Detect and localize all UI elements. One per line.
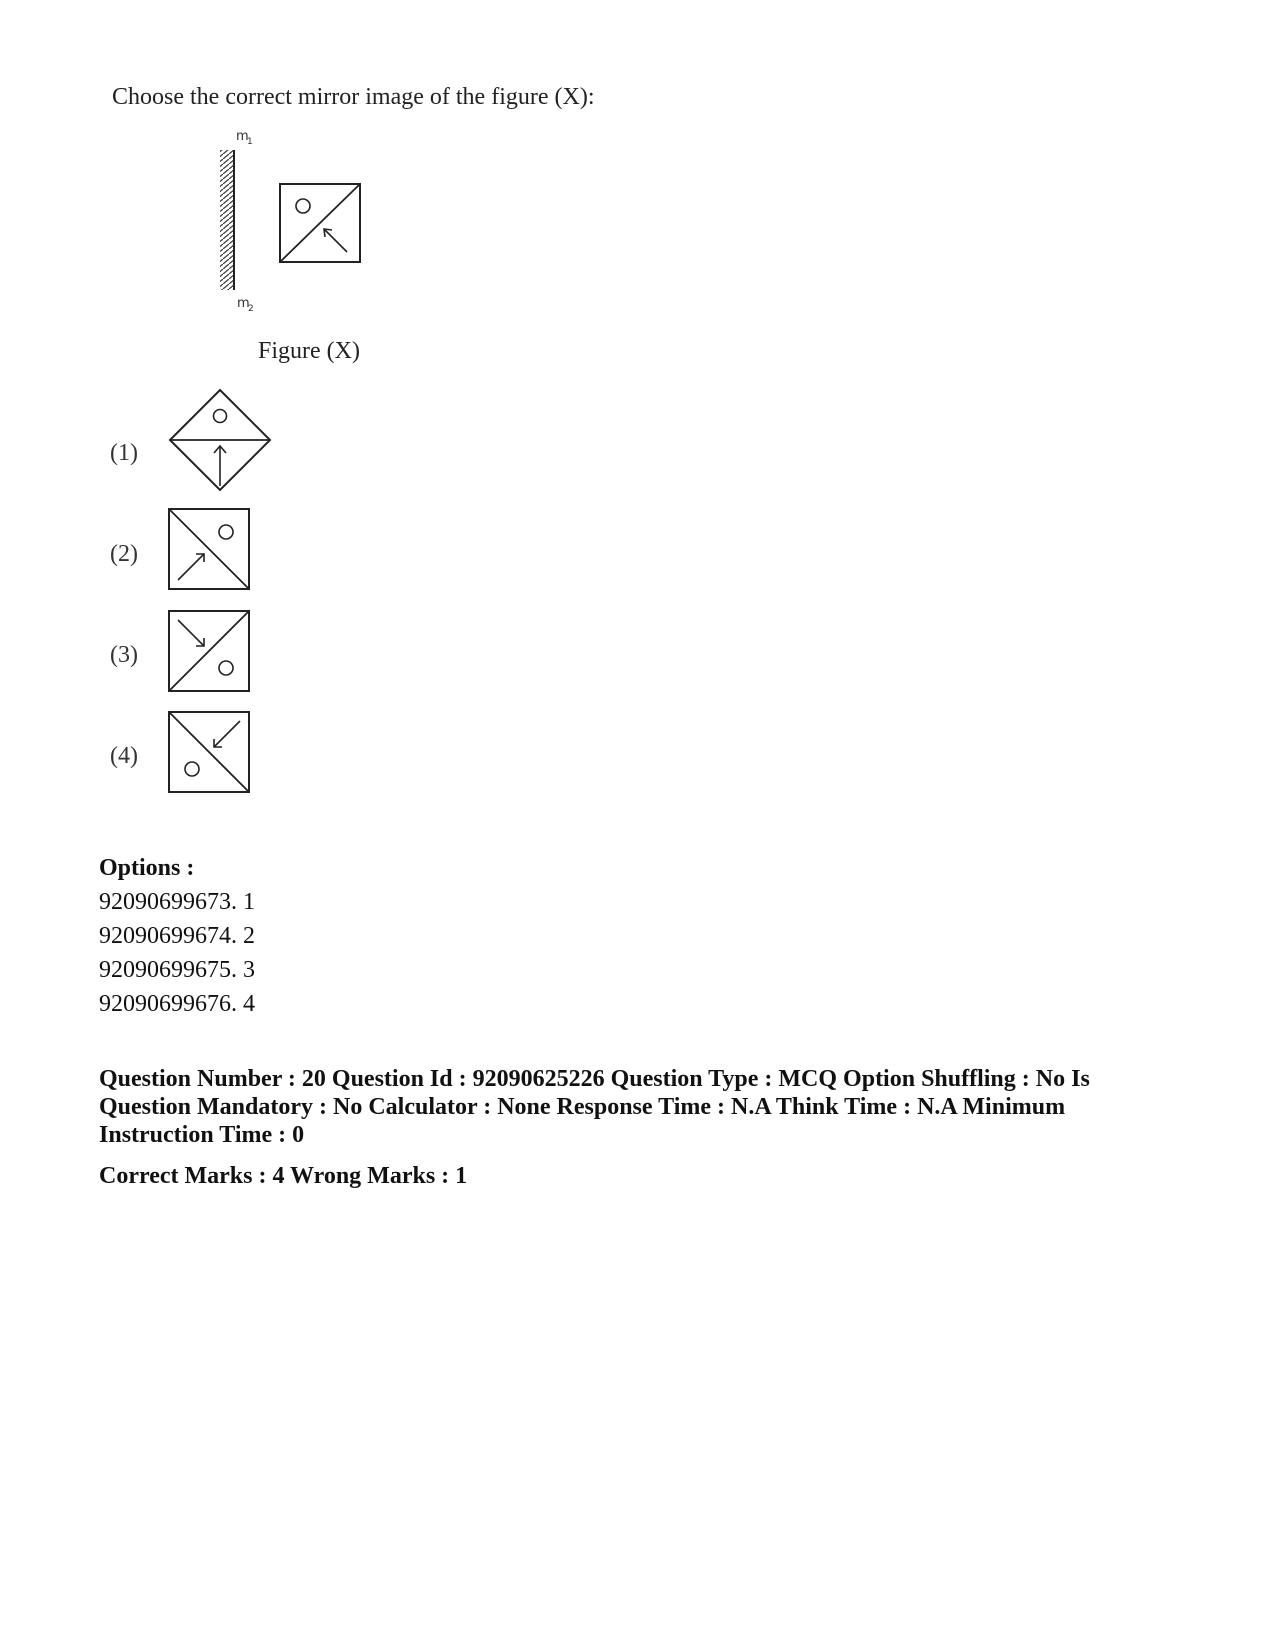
mirror-top-label: m: [236, 129, 249, 144]
figure-x: [205, 124, 365, 324]
square-circle-down-left-arrow-icon: [168, 711, 250, 793]
marks-line: Correct Marks : 4 Wrong Marks : 1: [99, 1163, 468, 1189]
mirror-top-sub: 1: [247, 137, 253, 147]
options-heading: Options :: [99, 855, 195, 881]
choice-label-1: (1): [110, 440, 138, 466]
question-text: Choose the correct mirror image of the figure (X):: [112, 84, 595, 110]
square-circle-down-right-arrow-icon: [168, 610, 250, 692]
option-item-3: 92090699675. 3: [99, 957, 255, 983]
mirror-bottom-label: m: [237, 296, 250, 311]
square-circle-up-right-arrow-icon: [168, 508, 250, 590]
question-meta: Question Number : 20 Question Id : 92090625226 Question Type : MCQ Option Shuffling : No Is Question Mandatory : No Calculator : None Response Time : N.A Think Time : N.A Minimum Instruction Time : 0: [99, 1066, 1090, 1148]
rhombus-circle-up-arrow-icon: [168, 388, 272, 492]
choice-label-2: (2): [110, 541, 138, 567]
figure-caption: Figure (X): [258, 338, 360, 364]
choice-label-4: (4): [110, 743, 138, 769]
option-item-4: 92090699676. 4: [99, 991, 255, 1017]
option-item-2: 92090699674. 2: [99, 923, 255, 949]
choice-label-3: (3): [110, 642, 138, 668]
option-item-1: 92090699673. 1: [99, 889, 255, 915]
figure-x-square-icon: [280, 184, 360, 262]
mirror-hatching: [220, 150, 234, 290]
mirror-bottom-sub: 2: [248, 304, 254, 314]
